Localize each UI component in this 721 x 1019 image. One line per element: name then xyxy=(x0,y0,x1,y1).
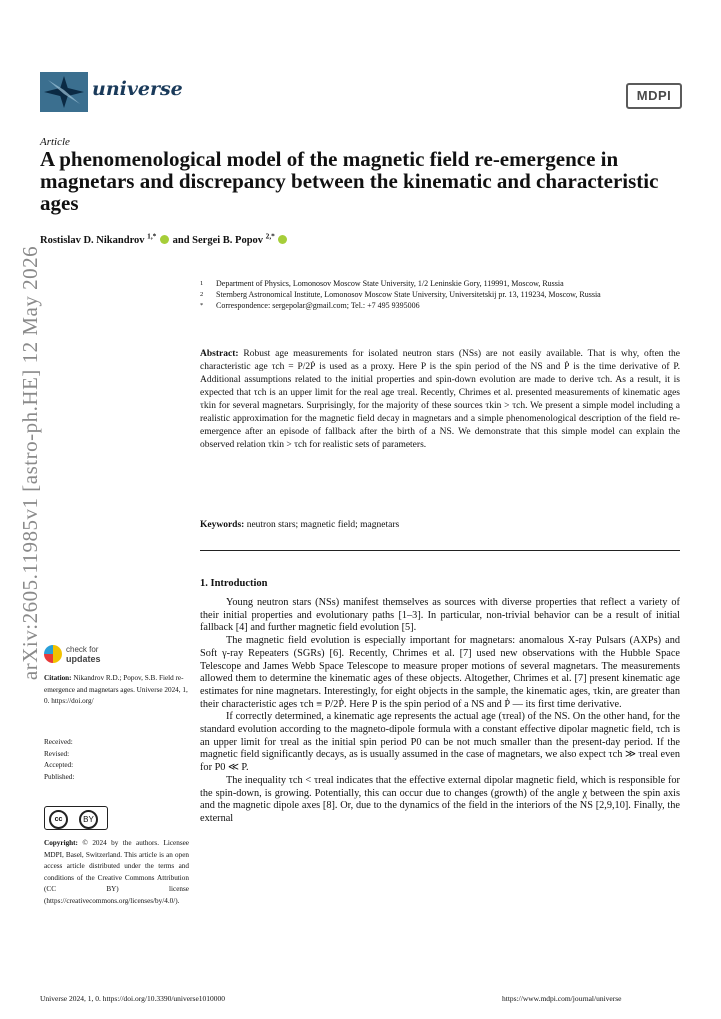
arxiv-stamp: arXiv:2605.11985v1 [astro-ph.HE] 12 May 2026 xyxy=(18,245,42,681)
paragraph: Young neutron stars (NSs) manifest themselves as sources with diverse properties that reflect a variety of their initial properties and evolutionary paths [1–3]. In particular, non-trivial behavior can be a result of initial fallback [4] and further magnetic field evolution [5]. xyxy=(200,597,680,634)
keywords xyxy=(200,520,680,530)
copyright-label: Copyright: xyxy=(44,839,78,847)
check-updates-line1: check for xyxy=(66,645,99,654)
cc-icon: cc xyxy=(49,810,68,829)
citation-text: Nikandrov R.D.; Popov, S.B. Field re-emergence and magnetars ages. Universe 2024, 1, 0. https://doi.org/ xyxy=(44,674,188,705)
keywords-label: Keywords: xyxy=(200,520,245,530)
section-heading: 1. Introduction xyxy=(200,578,268,589)
copyright-block xyxy=(44,838,189,907)
journal-name: universe xyxy=(92,78,183,100)
author-2-mark: 2,* xyxy=(265,231,275,241)
affiliation-number: 2 xyxy=(200,291,204,298)
author-line xyxy=(40,231,288,246)
received-label: Received: xyxy=(44,738,73,746)
check-for-updates-badge[interactable] xyxy=(44,645,154,667)
by-icon: BY xyxy=(79,810,98,829)
affiliation-text: Department of Physics, Lomonosov Moscow State University, 1/2 Leninskie Gory, 119991, Moscow, Russia xyxy=(216,279,564,288)
affiliation-text: Sternberg Astronomical Institute, Lomonosov Moscow State University, Universitetskij pr. 13, 119234, Moscow, Russia xyxy=(216,290,601,299)
divider xyxy=(200,550,680,551)
citation-label: Citation: xyxy=(44,674,72,682)
check-updates-icon xyxy=(44,645,62,663)
cc-by-license-icon[interactable] xyxy=(44,806,108,830)
article-type: Article xyxy=(40,136,70,148)
affiliation-number: 1 xyxy=(200,280,204,287)
footer-journal-url[interactable]: https://www.mdpi.com/journal/universe xyxy=(502,994,622,1003)
paragraph: If correctly determined, a kinematic age represents the actual age (τreal) of the NS. On the other hand, for the standard evolution according to the magneto-dipole formula with a constant effective dipolar magnetic field, τch is an upper limit for τreal as the initial spin period P0 can be not much smaller than the present-day period. If the magnetic field significantly decays, as is usually assumed in the case of magnetars, we also expect τch ≫ τreal even for P0 ≪ P. xyxy=(200,711,680,774)
affiliation-number: * xyxy=(200,302,204,309)
correspondence-text: Correspondence: sergepolar@gmail.com; Tel.: +7 495 9395006 xyxy=(216,301,420,310)
abstract-label: Abstract: xyxy=(200,349,239,359)
orcid-icon[interactable] xyxy=(278,235,287,244)
paragraph: The inequality τch < τreal indicates that the effective external dipolar magnetic field, which is responsible for the spin-down, is growing. Potentially, this can occur due to changes (growth) of the angle χ between the spin axis and the magnetic dipole axes [8]. Or, due to the dynamics of the field in the interiors of the NS [2,9,10]. Finally, the external xyxy=(200,774,680,824)
check-updates-line2: updates xyxy=(66,654,101,664)
paragraph: The magnetic field evolution is especially important for magnetars: anomalous X-ray Pulsars (AXPs) and Soft γ-ray Repeaters (SGRs) [6]. Recently, Chrimes et al. [7] used new observations with the Hubble Space Telescope and James Webb Space Telescope to measure proper motions of several magnetars. The measurements allowed them to determine the kinematic ages of these objects. Altogether, Chrimes et al. [7] present kinematic age estimates for nine magnetars. Interestingly, for eight objects in the sample, the kinematic ages, τkin, are greater than their characteristic ages τch ≡ P/2Ṗ. Here P is the spin period of a NS and Ṗ — its first time derivative. xyxy=(200,635,680,710)
author-1-mark: 1,* xyxy=(147,231,157,241)
dates-block xyxy=(44,737,189,783)
footer-citation: Universe 2024, 1, 0. https://doi.org/10.3390/universe1010000 xyxy=(40,994,226,1003)
mdpi-logo: MDPI xyxy=(626,83,682,109)
abstract xyxy=(200,348,680,452)
affiliation-2 xyxy=(200,289,680,300)
revised-label: Revised: xyxy=(44,749,70,758)
universe-logo-icon xyxy=(40,72,88,112)
author-1[interactable]: Rostislav D. Nikandrov xyxy=(40,235,145,246)
accepted-label: Accepted: xyxy=(44,761,74,769)
paper-title: A phenomenological model of the magnetic field re-emergence in magnetars and discrepancy between the kinematic and characteristic ages xyxy=(40,147,659,215)
correspondence xyxy=(200,300,680,311)
orcid-icon[interactable] xyxy=(160,235,169,244)
abstract-text: Robust age measurements for isolated neutron stars (NSs) are not easily available. That is why, often the characteristic age τch = P/2Ṗ is used as a proxy. Here P is the spin period of the NS and Ṗ is the time derivative of P. Additional assumptions related to the initial properties and spin-down evolution are made to derive τch. As a result, it is expected that τch is an upper limit for the real age τreal. Recently, Chrimes et al. presented measurements of kinematic ages τkin for several magnetars. Surprisingly, for the majority of these sources τkin > τch. We present a simple model including a realistic approximation for the magnetic field decay in magnetars and a simple phenomenological description of the field re-emergence after an episode of fallback after the birth of a NS. We demonstrate that this simple model can explain the observed relation τkin > τch for realistic sets of parameters. xyxy=(200,349,680,450)
author-2[interactable]: and Sergei B. Popov xyxy=(172,235,264,246)
affiliation-1 xyxy=(200,278,680,289)
affiliations xyxy=(200,278,680,311)
citation-block xyxy=(44,673,189,708)
keywords-text: neutron stars; magnetic field; magnetars xyxy=(246,520,400,530)
section-body xyxy=(200,597,680,826)
published-label: Published: xyxy=(44,772,75,781)
copyright-text: © 2024 by the authors. Licensee MDPI, Basel, Switzerland. This article is an open access article distributed under the terms and conditions of the Creative Commons Attribution (CC BY) license (https://creativecommons.org/licenses/by/4.0/). xyxy=(44,839,189,905)
